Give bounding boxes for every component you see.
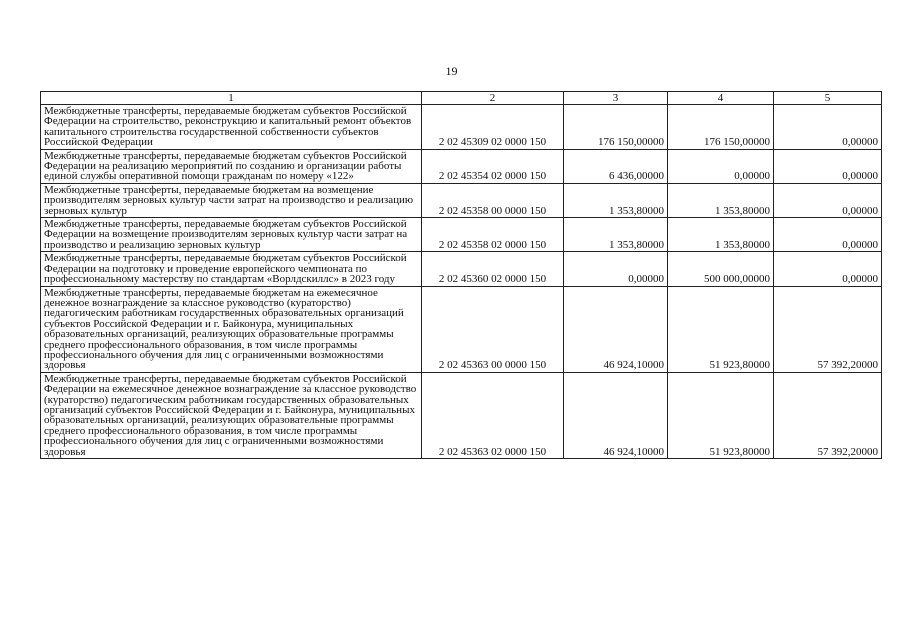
row-budget-code: 2 02 45358 00 0000 150 xyxy=(422,183,564,217)
row-description: Межбюджетные трансферты, передаваемые бюджетам субъектов Российской Федерации на возмещение производителям зерновых культур части затрат на производство и реализацию зерновых культур xyxy=(41,218,422,252)
page-number: 19 xyxy=(445,64,458,78)
row-description: Межбюджетные трансферты, передаваемые бюджетам субъектов Российской Федерации на строительство, реконструкцию и капитальный ремонт объектов капитального строительства государственной собственности субъектов Российской Федерации xyxy=(41,105,422,150)
column-header-2: 2 xyxy=(422,92,564,105)
row-value-col3: 0,00000 xyxy=(564,252,668,286)
row-description: Межбюджетные трансферты, передаваемые бюджетам на ежемесячное денежное вознаграждение за классное руководство (кураторство) педагогическим работникам государственных образовательных организаций субъектов Российской Федерации и г. Байконура, муниципальных образовательных организаций, реализующих образовательные программы среднего профессионального образования, в том числе программы профессионального обучения для лиц с ограниченными возможностями здоровья xyxy=(41,286,422,372)
table-row xyxy=(41,286,882,372)
row-description: Межбюджетные трансферты, передаваемые бюджетам субъектов Российской Федерации на подготовку и проведение европейского чемпионата по профессиональному мастерству по стандартам «Ворлдскиллс» в 2023 году xyxy=(41,252,422,286)
row-description: Межбюджетные трансферты, передаваемые бюджетам субъектов Российской Федерации на реализацию мероприятий по созданию и организации работы единой службы оперативной помощи гражданам по номеру «122» xyxy=(41,149,422,183)
row-value-col3: 176 150,00000 xyxy=(564,105,668,150)
row-value-col5: 57 392,20000 xyxy=(774,372,882,458)
row-description: Межбюджетные трансферты, передаваемые бюджетам субъектов Российской Федерации на ежемесячное денежное вознаграждение за классное руководство (кураторство) педагогическим работникам государственных образовательных организаций субъектов Российской Федерации и г. Байконура, муниципальных образовательных организаций, реализующих образовательные программы среднего профессионального образования, в том числе программы профессионального обучения для лиц с ограниченными возможностями здоровья xyxy=(41,372,422,458)
row-budget-code: 2 02 45358 02 0000 150 xyxy=(422,218,564,252)
row-value-col5: 0,00000 xyxy=(774,105,882,150)
row-value-col4: 176 150,00000 xyxy=(668,105,774,150)
column-header-5: 5 xyxy=(774,92,882,105)
row-budget-code: 2 02 45354 02 0000 150 xyxy=(422,149,564,183)
row-budget-code: 2 02 45360 02 0000 150 xyxy=(422,252,564,286)
row-value-col3: 1 353,80000 xyxy=(564,183,668,217)
table-header-row xyxy=(41,92,882,105)
table-row xyxy=(41,149,882,183)
row-description: Межбюджетные трансферты, передаваемые бюджетам на возмещение производителям зерновых культур части затрат на производство и реализацию зерновых культур xyxy=(41,183,422,217)
row-value-col3: 1 353,80000 xyxy=(564,218,668,252)
row-value-col5: 0,00000 xyxy=(774,149,882,183)
table-row xyxy=(41,372,882,458)
column-header-1: 1 xyxy=(41,92,422,105)
table-row xyxy=(41,252,882,286)
table-row xyxy=(41,105,882,150)
row-budget-code: 2 02 45363 00 0000 150 xyxy=(422,286,564,372)
row-value-col5: 0,00000 xyxy=(774,218,882,252)
table-row xyxy=(41,183,882,217)
row-value-col3: 46 924,10000 xyxy=(564,372,668,458)
row-budget-code: 2 02 45309 02 0000 150 xyxy=(422,105,564,150)
table-row xyxy=(41,218,882,252)
row-value-col4: 1 353,80000 xyxy=(668,183,774,217)
row-value-col4: 51 923,80000 xyxy=(668,372,774,458)
budget-table xyxy=(40,91,882,459)
row-value-col4: 51 923,80000 xyxy=(668,286,774,372)
column-header-3: 3 xyxy=(564,92,668,105)
row-value-col5: 0,00000 xyxy=(774,252,882,286)
row-value-col4: 0,00000 xyxy=(668,149,774,183)
row-budget-code: 2 02 45363 02 0000 150 xyxy=(422,372,564,458)
row-value-col4: 500 000,00000 xyxy=(668,252,774,286)
row-value-col5: 0,00000 xyxy=(774,183,882,217)
row-value-col3: 6 436,00000 xyxy=(564,149,668,183)
row-value-col4: 1 353,80000 xyxy=(668,218,774,252)
row-value-col3: 46 924,10000 xyxy=(564,286,668,372)
row-value-col5: 57 392,20000 xyxy=(774,286,882,372)
column-header-4: 4 xyxy=(668,92,774,105)
